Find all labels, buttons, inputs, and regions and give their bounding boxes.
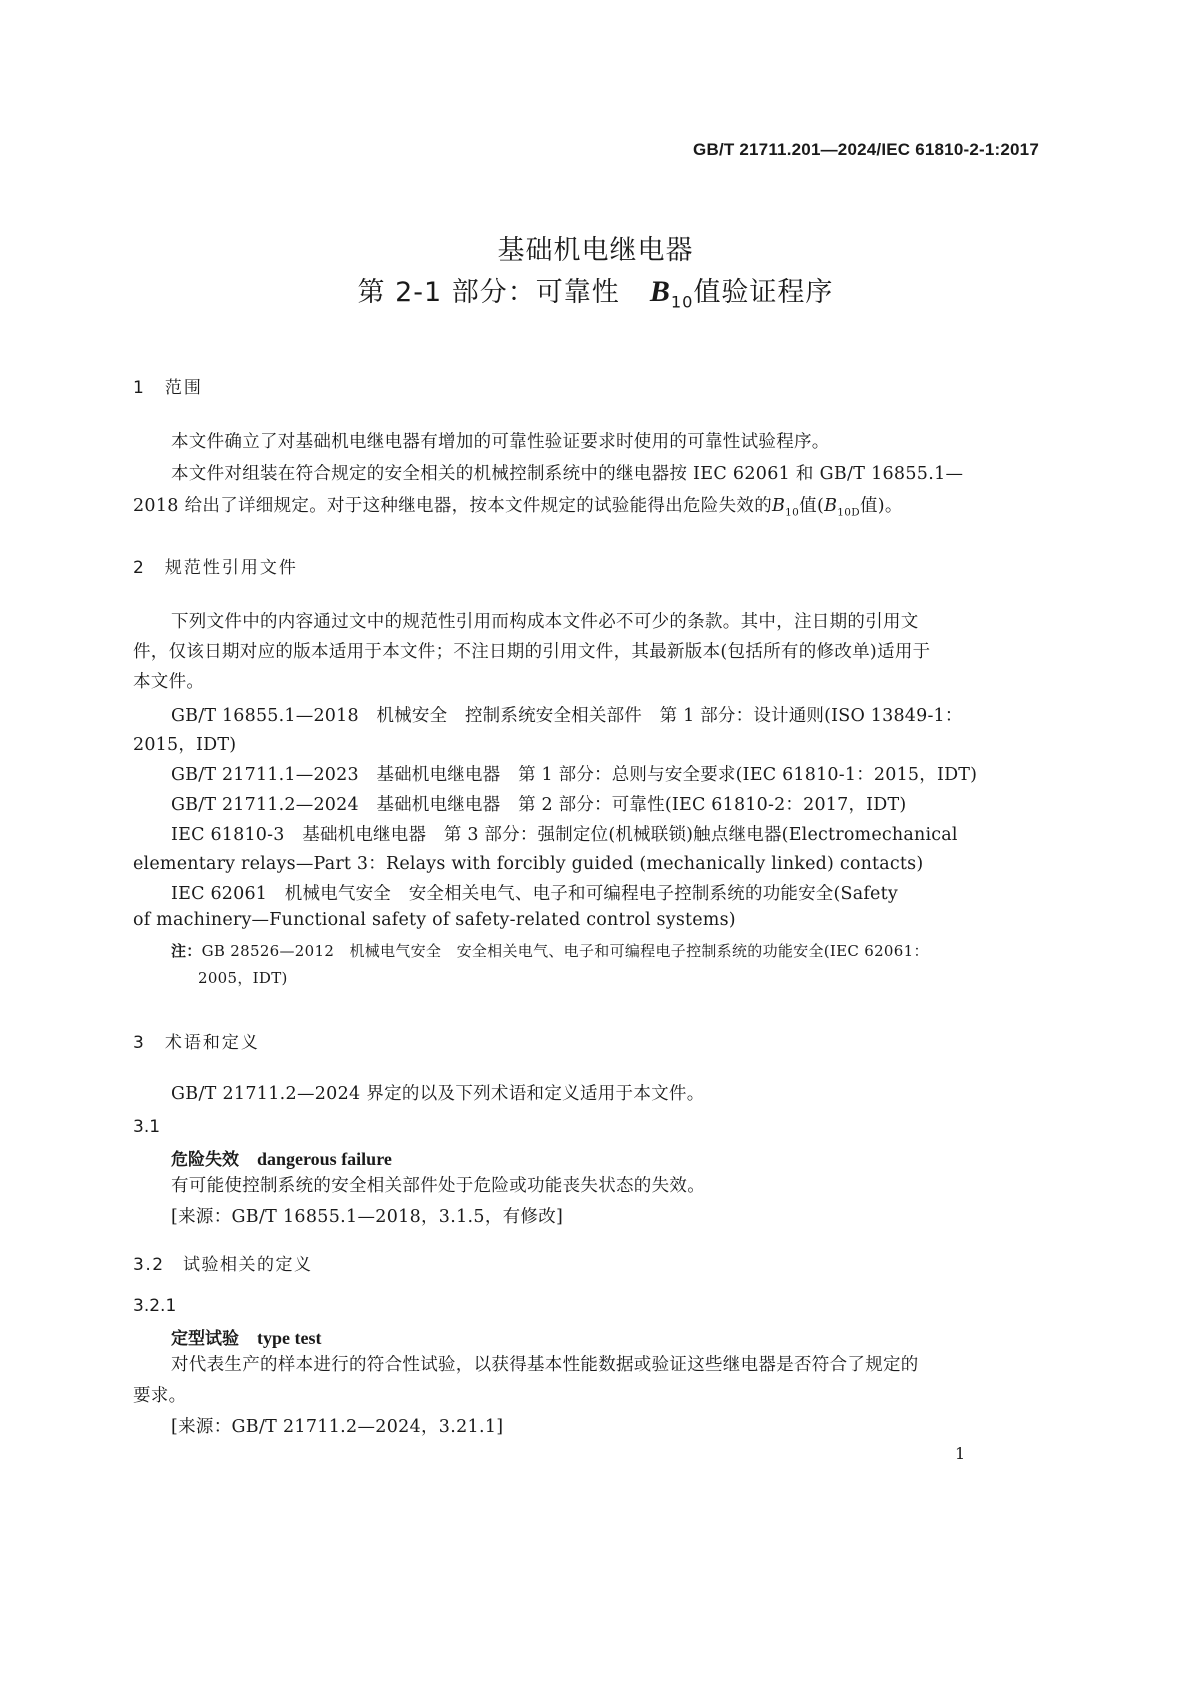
note-label: 注：: [171, 942, 202, 960]
section-3-heading: 3 术语和定义: [133, 1033, 260, 1053]
term-3-2-1-english: type test: [257, 1328, 322, 1348]
reference-2: GB/T 21711.1—2023 基础机电继电器 第 1 部分：总则与安全要求(IEC 61810-1：2015，IDT): [171, 765, 978, 785]
term-3-2-1-number: 3.2.1: [133, 1296, 177, 1316]
reference-4-line-2: elementary relays—Part 3：Relays with forcibly guided (mechanically linked) contacts): [133, 854, 924, 874]
note-line-2: 2005，IDT): [198, 969, 288, 987]
title-b-subscript: 10: [670, 292, 694, 312]
section-1-heading: 1 范围: [133, 378, 203, 398]
section-2-intro-line-3: 本文件。: [133, 672, 205, 692]
reference-5-line-2: of machinery—Functional safety of safety-related control systems): [133, 910, 736, 930]
b10d-subscript: 10D: [837, 506, 860, 519]
section-2-intro-line-2: 件，仅该日期对应的版本适用于本文件；不注日期的引用文件，其最新版本(包括所有的修改单)适用于: [133, 642, 931, 662]
term-3-1-heading: [171, 1145, 392, 1170]
term-3-2-1-source: [来源：GB/T 21711.2—2024，3.21.1]: [171, 1417, 504, 1437]
section-3-intro: GB/T 21711.2—2024 界定的以及下列术语和定义适用于本文件。: [171, 1084, 705, 1104]
section-3-2-heading: 3.2 试验相关的定义: [133, 1255, 313, 1275]
section-1-p2-end: 值)。: [859, 496, 903, 516]
page-number: 1: [955, 1444, 966, 1463]
section-1-paragraph-2-line-1: 本文件对组装在符合规定的安全相关的机械控制系统中的继电器按 IEC 62061 和 GB/T 16855.1—: [171, 464, 964, 484]
b10-symbol: B: [772, 496, 786, 516]
term-3-1-source: [来源：GB/T 16855.1—2018，3.1.5，有修改]: [171, 1207, 564, 1227]
term-3-1-chinese: 危险失效: [171, 1150, 239, 1170]
reference-3: GB/T 21711.2—2024 基础机电继电器 第 2 部分：可靠性(IEC 61810-2：2017，IDT): [171, 795, 907, 815]
term-3-2-1-chinese: 定型试验: [171, 1329, 239, 1349]
document-code: GB/T 21711.201—2024/IEC 61810-2-1:2017: [693, 140, 1039, 159]
reference-1-line-2: 2015，IDT): [133, 735, 237, 755]
term-3-2-1-definition-line-2: 要求。: [133, 1386, 187, 1406]
section-2-intro-line-1: 下列文件中的内容通过文中的规范性引用而构成本文件必不可少的条款。其中，注日期的引用文: [171, 612, 919, 632]
title-line-1: 基础机电继电器: [497, 235, 694, 266]
b10-subscript: 10: [785, 506, 800, 519]
reference-5-line-1: IEC 62061 机械电气安全 安全相关电气、电子和可编程电子控制系统的功能安全(Safety: [171, 884, 898, 904]
term-3-1-english: dangerous failure: [257, 1149, 392, 1169]
title-line-2-prefix: 第 2-1 部分：可靠性: [357, 277, 620, 308]
title-b-symbol: B: [649, 275, 671, 308]
section-1-p2-text: 2018 给出了详细规定。对于这种继电器，按本文件规定的试验能得出危险失效的: [133, 496, 772, 516]
term-3-2-1-heading: [171, 1324, 321, 1349]
section-2-heading: 2 规范性引用文件: [133, 558, 298, 578]
reference-1-line-1: GB/T 16855.1—2018 机械安全 控制系统安全相关部件 第 1 部分：设计通则(ISO 13849-1：: [171, 706, 963, 726]
title-line-2: [0, 270, 1191, 311]
note: [171, 940, 929, 961]
note-line-1: GB 28526—2012 机械电气安全 安全相关电气、电子和可编程电子控制系统的功能安全(IEC 62061：: [201, 942, 929, 960]
reference-4-line-1: IEC 61810-3 基础机电继电器 第 3 部分：强制定位(机械联锁)触点继电器(Electromechanical: [171, 825, 958, 845]
section-1-p2-mid: 值(: [799, 496, 825, 516]
b10d-symbol: B: [824, 496, 838, 516]
term-3-2-1-definition-line-1: 对代表生产的样本进行的符合性试验，以获得基本性能数据或验证这些继电器是否符合了规定的: [171, 1355, 919, 1375]
term-3-1-definition: 有可能使控制系统的安全相关部件处于危险或功能丧失状态的失效。: [171, 1176, 705, 1196]
section-1-paragraph-2-line-2: [133, 490, 903, 529]
title-line-2-suffix: 值验证程序: [693, 277, 834, 308]
term-3-1-number: 3.1: [133, 1117, 161, 1137]
section-1-paragraph-1: 本文件确立了对基础机电继电器有增加的可靠性验证要求时使用的可靠性试验程序。: [171, 432, 830, 452]
